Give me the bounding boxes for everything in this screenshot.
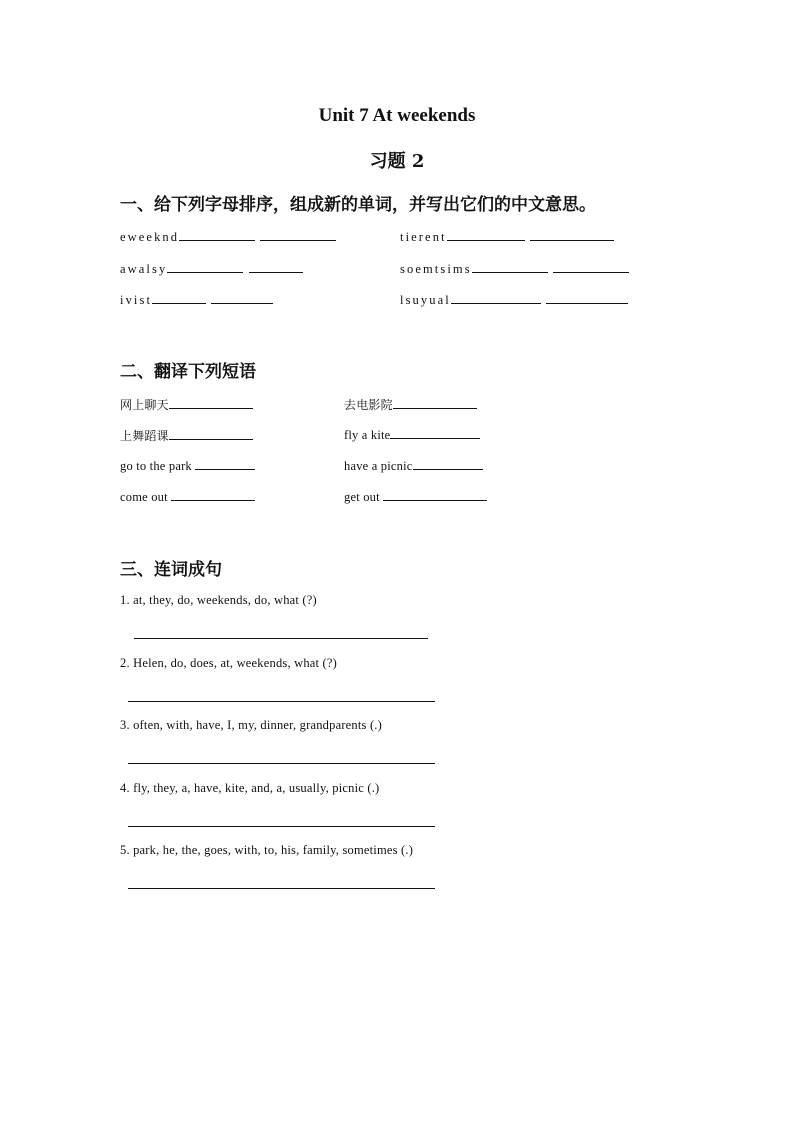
phrase-item (120, 427, 253, 444)
sentence-answer-line[interactable] (128, 888, 435, 889)
translation-blank[interactable] (383, 489, 487, 501)
phrase-text: get out (344, 490, 380, 504)
answer-blank[interactable] (447, 229, 525, 241)
sentence-answer-line[interactable] (128, 701, 435, 702)
unscramble-item (120, 292, 273, 308)
translation-blank[interactable] (413, 458, 483, 470)
sentence-prompt: 1. at, they, do, weekends, do, what (?) (120, 593, 317, 607)
answer-blank[interactable] (179, 229, 255, 241)
scrambled-word: tierent (400, 230, 447, 244)
meaning-blank[interactable] (249, 261, 303, 273)
sentence-answer-line[interactable] (134, 638, 428, 639)
worksheet-title: Unit 7 At weekends (318, 105, 476, 126)
sentence-prompt: 2. Helen, do, does, at, weekends, what (?) (120, 656, 338, 670)
phrase-item (344, 396, 477, 413)
phrase-item (344, 458, 483, 474)
phrase-item (120, 396, 253, 413)
unscramble-item (120, 229, 336, 245)
phrase-text: 上舞蹈课 (120, 429, 169, 443)
translation-blank[interactable] (169, 428, 253, 440)
unscramble-item (400, 229, 614, 245)
unscramble-item (400, 292, 628, 308)
sentence-answer-line[interactable] (128, 763, 435, 764)
translation-blank[interactable] (393, 397, 477, 409)
scrambled-word: awalsy (120, 262, 168, 276)
meaning-blank[interactable] (530, 229, 614, 241)
phrase-text: go to the park (120, 459, 192, 473)
phrase-text: fly a kite (344, 428, 391, 442)
scrambled-word: soemtsims (400, 262, 472, 276)
meaning-blank[interactable] (546, 292, 628, 304)
scrambled-word: eweeknd (120, 230, 180, 244)
answer-blank[interactable] (167, 261, 243, 273)
section1-heading: 一、给下列字母排序，组成新的单词，并写出它们的中文意思。 (120, 195, 596, 215)
answer-blank[interactable] (152, 292, 206, 304)
section3-heading: 三、连词成句 (120, 560, 222, 580)
section2-heading: 二、翻译下列短语 (120, 362, 256, 382)
phrase-item (344, 489, 487, 505)
unscramble-item (120, 261, 303, 277)
worksheet-subtitle: 习题 2 (369, 151, 425, 172)
translation-blank[interactable] (171, 489, 255, 501)
meaning-blank[interactable] (260, 229, 336, 241)
phrase-text: have a picnic (344, 459, 413, 473)
phrase-item (120, 489, 255, 505)
phrase-item (344, 427, 480, 443)
answer-blank[interactable] (451, 292, 541, 304)
translation-blank[interactable] (169, 397, 253, 409)
phrase-text: 网上聊天 (120, 398, 169, 412)
phrase-text: 去电影院 (344, 398, 393, 412)
phrase-text: come out (120, 490, 168, 504)
unscramble-item (400, 261, 629, 277)
sentence-prompt: 4. fly, they, a, have, kite, and, a, usually, picnic (.) (120, 781, 380, 795)
meaning-blank[interactable] (553, 261, 629, 273)
sentence-answer-line[interactable] (128, 826, 435, 827)
sentence-prompt: 3. often, with, have, I, my, dinner, grandparents (.) (120, 718, 382, 732)
answer-blank[interactable] (472, 261, 548, 273)
translation-blank[interactable] (390, 427, 480, 439)
phrase-item (120, 458, 255, 474)
scrambled-word: lsuyual (400, 293, 451, 307)
sentence-prompt: 5. park, he, the, goes, with, to, his, family, sometimes (.) (120, 843, 414, 857)
meaning-blank[interactable] (211, 292, 273, 304)
translation-blank[interactable] (195, 458, 255, 470)
scrambled-word: ivist (120, 293, 153, 307)
